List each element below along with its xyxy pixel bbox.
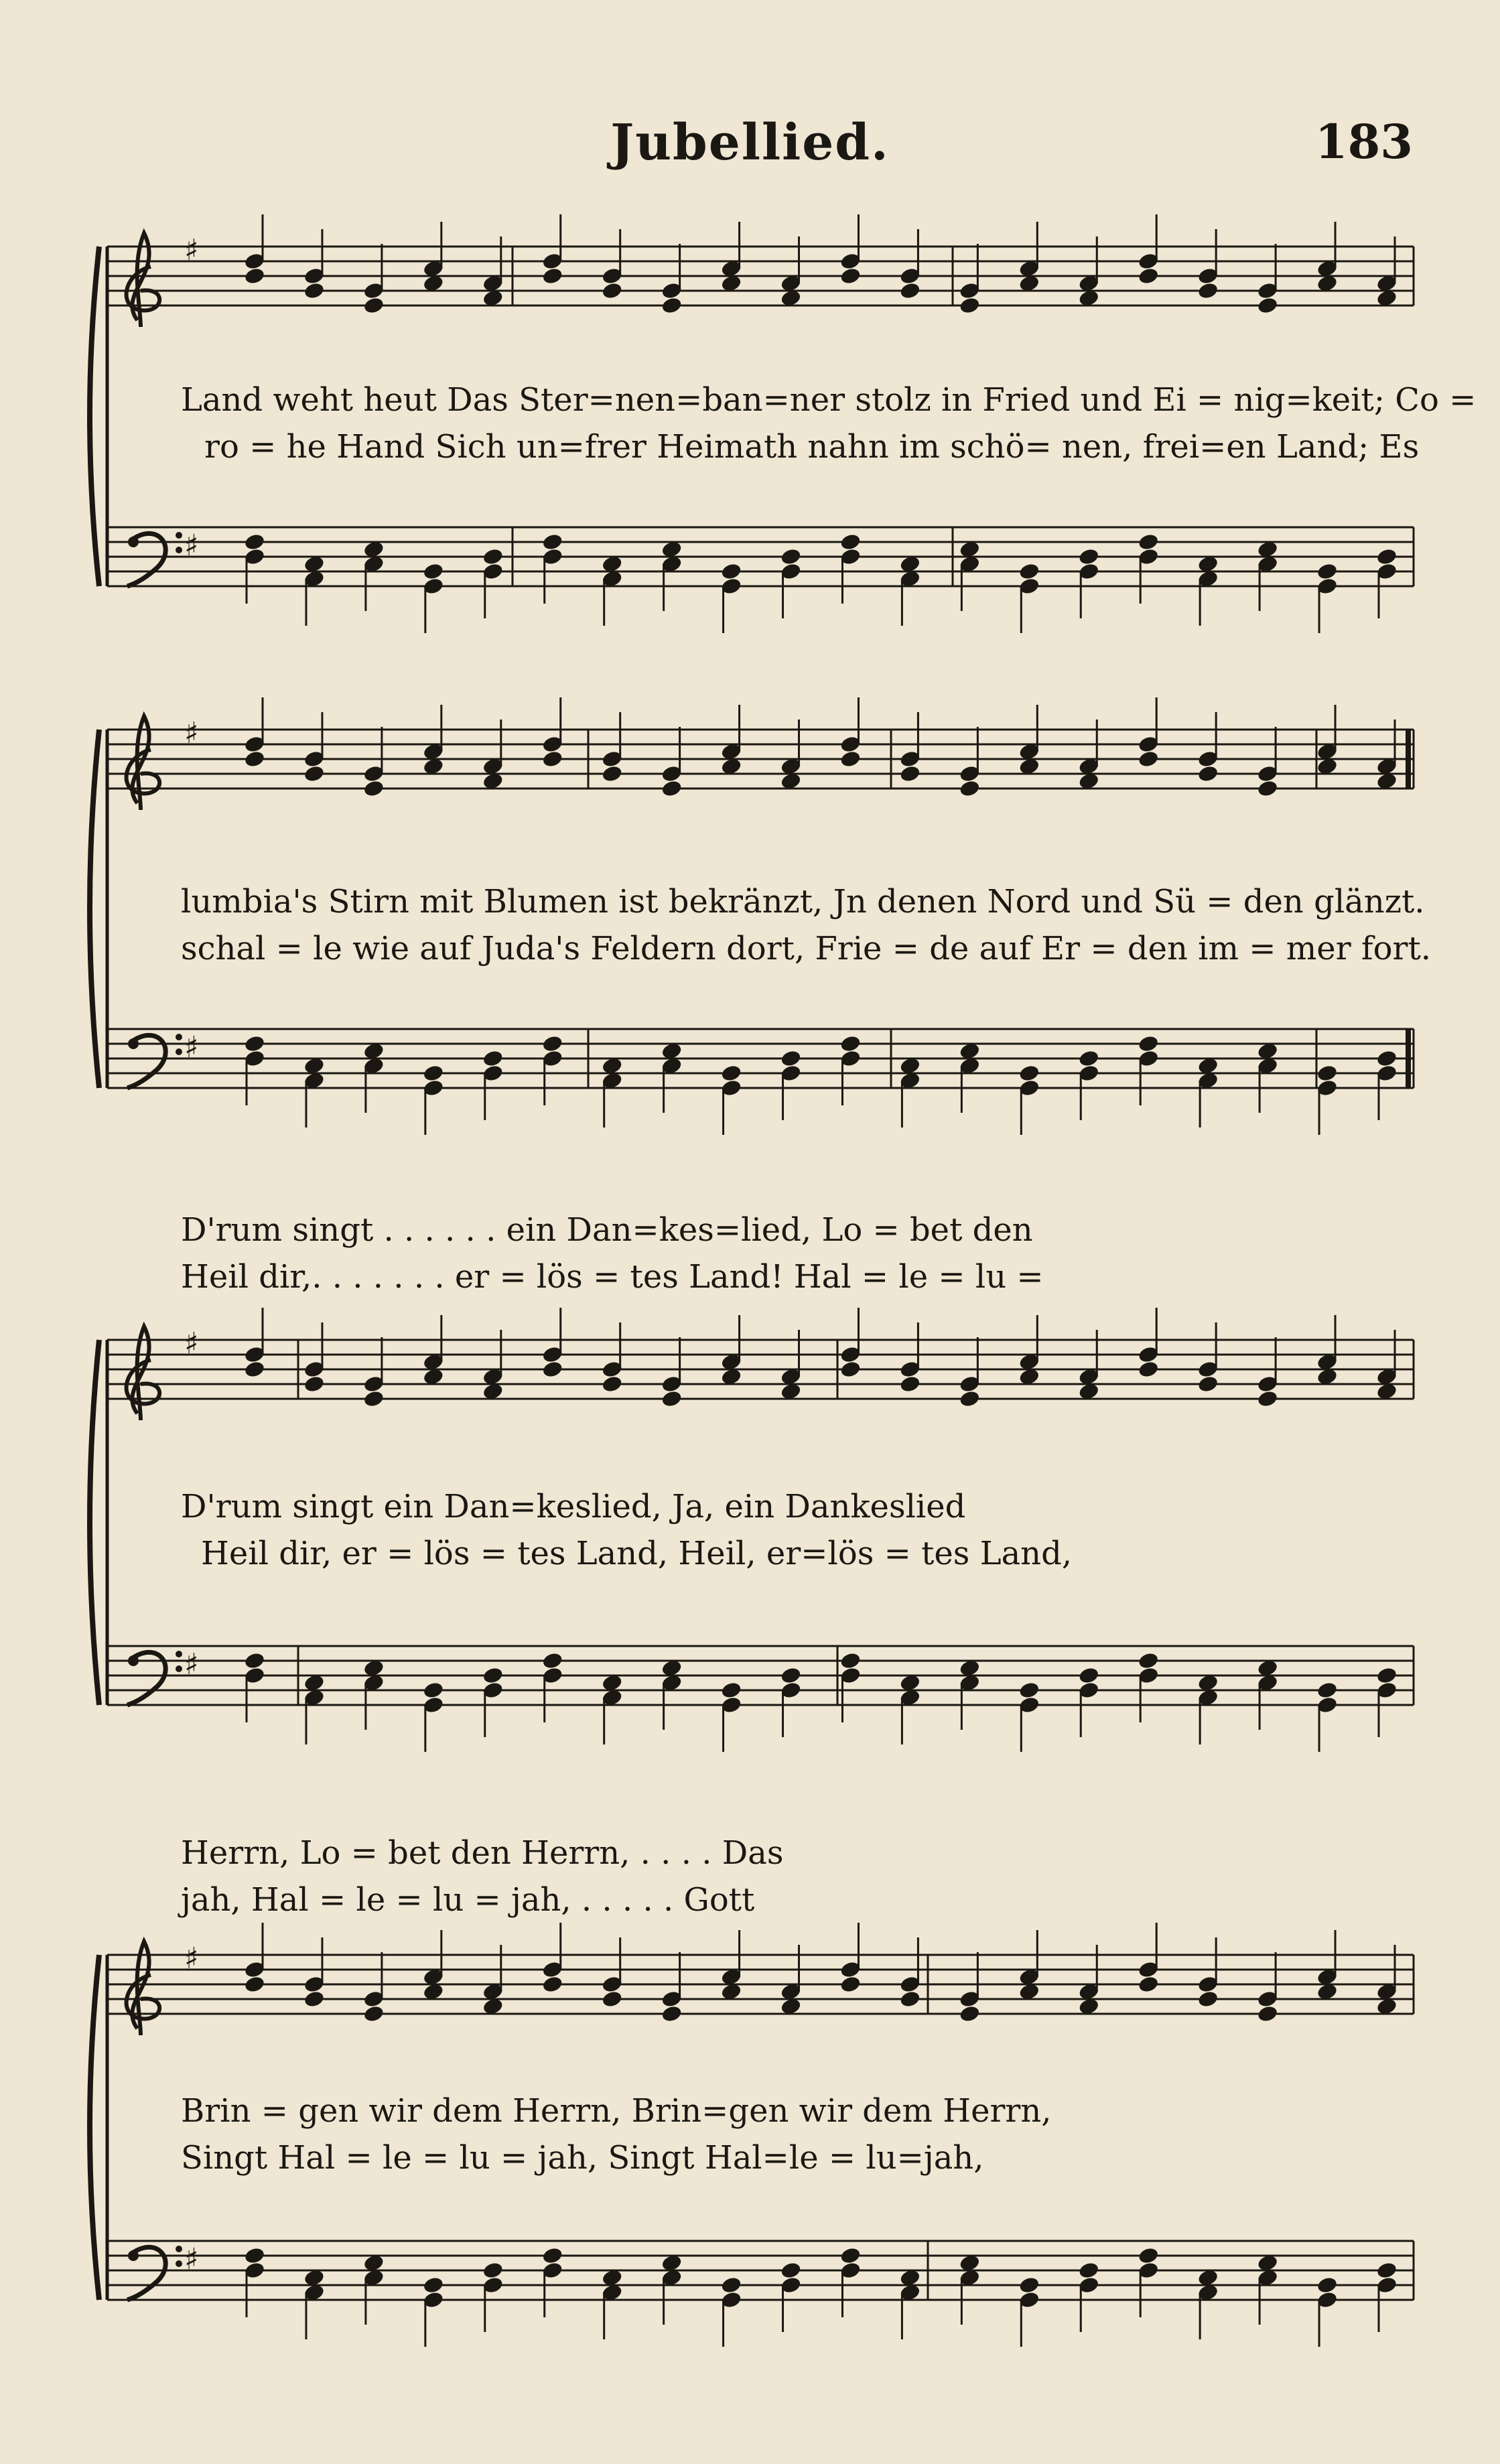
note-head: [1316, 2276, 1338, 2295]
note-head: [362, 2004, 385, 2023]
note-head: [899, 1990, 921, 2008]
bass-clef-dot: [176, 1034, 182, 1040]
bass-clef-dot: [176, 547, 182, 553]
note-head: [1138, 1360, 1160, 1379]
note-head: [243, 1975, 265, 1994]
note-head: [362, 1389, 385, 1408]
note-head: [601, 1990, 623, 2008]
note-head: [601, 1375, 623, 1393]
note-head: [959, 1389, 981, 1408]
note-head: [422, 2276, 444, 2295]
note-head: [1257, 779, 1279, 798]
note-head: [839, 750, 862, 768]
note-head: [243, 750, 265, 768]
note-head: [243, 1034, 265, 1053]
sharp-sign: ♯: [184, 529, 199, 563]
note-head: [1316, 1064, 1338, 1083]
note-head: [1257, 1389, 1279, 1408]
note-head: [1018, 2276, 1040, 2295]
system-brace: [90, 1340, 99, 1705]
sharp-sign: ♯: [184, 2242, 199, 2276]
bass-clef-dot: [128, 537, 139, 547]
note-head: [720, 562, 742, 581]
note-head: [1138, 1034, 1160, 1053]
lyric-line: D'rum singt ein Dan=keslied, Ja, ein Dankeslied: [181, 1488, 966, 1525]
bass-clef-dot: [176, 2260, 182, 2267]
bass-clef-dot: [176, 2246, 182, 2252]
note-head: [899, 764, 921, 783]
page-title: Jubellied.: [610, 114, 890, 172]
note-head: [541, 1651, 563, 1670]
note-head: [541, 2246, 563, 2265]
note-head: [541, 1975, 563, 1994]
note-head: [243, 1651, 265, 1670]
lyric-line: schal = le wie auf Juda's Feldern dort, Frie = de auf Er = den im = mer fort.: [181, 930, 1432, 967]
bass-clef-dot: [128, 2250, 139, 2261]
note-head: [243, 267, 265, 285]
note-head: [899, 281, 921, 300]
lyric-line: Herrn, Lo = bet den Herrn, . . . . Das: [181, 1834, 784, 1872]
lyric-line: lumbia's Stirn mit Blumen ist bekränzt, Jn denen Nord und Sü = den glänzt.: [181, 883, 1425, 920]
note-head: [720, 2276, 742, 2295]
note-head: [303, 1990, 325, 2008]
note-head: [1375, 547, 1397, 566]
sharp-sign: ♯: [184, 716, 199, 750]
note-head: [780, 1049, 802, 1068]
note-head: [303, 1375, 325, 1393]
bass-clef-dot: [176, 532, 182, 539]
note-head: [1078, 1666, 1100, 1685]
sharp-sign: ♯: [184, 233, 199, 267]
note-head: [422, 562, 444, 581]
sharp-sign: ♯: [184, 1030, 199, 1065]
note-head: [1197, 1990, 1219, 2008]
note-head: [1138, 533, 1160, 551]
note-head: [1138, 750, 1160, 768]
lyric-line: Heil dir,. . . . . . . er = lös = tes Land! Hal = le = lu =: [181, 1258, 1044, 1296]
system-brace: [90, 1955, 99, 2300]
lyric-line: Land weht heut Das Ster=nen=ban=ner stolz in Fried und Ei = nig=keit; Co =: [181, 381, 1477, 419]
note-head: [362, 296, 385, 315]
note-head: [720, 1681, 742, 1700]
note-head: [482, 2261, 504, 2280]
note-head: [362, 779, 385, 798]
note-head: [1375, 1666, 1397, 1685]
note-head: [482, 1049, 504, 1068]
note-head: [601, 764, 623, 783]
note-head: [720, 1064, 742, 1083]
note-head: [661, 2004, 683, 2023]
note-head: [839, 1651, 862, 1670]
note-head: [482, 1666, 504, 1685]
lyric-line: Heil dir, er = lös = tes Land, Heil, er=lös = tes Land,: [201, 1535, 1073, 1572]
note-head: [541, 750, 563, 768]
lyric-line: D'rum singt . . . . . . ein Dan=kes=lied, Lo = bet den: [181, 1211, 1033, 1249]
note-head: [661, 1389, 683, 1408]
note-head: [661, 779, 683, 798]
note-head: [541, 533, 563, 551]
note-head: [1197, 1375, 1219, 1393]
note-head: [1257, 296, 1279, 315]
note-head: [1138, 2246, 1160, 2265]
sharp-sign: ♯: [184, 1941, 199, 1976]
note-head: [1316, 1681, 1338, 1700]
note-head: [1197, 764, 1219, 783]
note-head: [422, 1681, 444, 1700]
note-head: [243, 1360, 265, 1379]
sharp-sign: ♯: [184, 1326, 199, 1361]
bass-clef-dot: [128, 1038, 139, 1049]
lyric-line: jah, Hal = le = lu = jah, . . . . . Gott: [181, 1881, 755, 1919]
note-head: [541, 267, 563, 285]
note-head: [1375, 1049, 1397, 1068]
note-head: [780, 1666, 802, 1685]
note-head: [1375, 2261, 1397, 2280]
note-head: [422, 1064, 444, 1083]
system-brace: [90, 247, 99, 586]
note-head: [1078, 1049, 1100, 1068]
note-head: [839, 1975, 862, 1994]
note-head: [1138, 1975, 1160, 1994]
note-head: [243, 533, 265, 551]
note-head: [780, 547, 802, 566]
lyric-line: ro = he Hand Sich un=frer Heimath nahn im schö= nen, frei=en Land; Es: [204, 428, 1420, 466]
note-head: [1138, 1651, 1160, 1670]
note-head: [839, 1034, 862, 1053]
note-head: [601, 281, 623, 300]
bass-clef-dot: [176, 1048, 182, 1055]
bass-clef-dot: [176, 1651, 182, 1657]
sharp-sign: ♯: [184, 1647, 199, 1682]
note-head: [839, 2246, 862, 2265]
note-head: [661, 296, 683, 315]
note-head: [1018, 562, 1040, 581]
note-head: [1018, 1064, 1040, 1083]
note-head: [1018, 1681, 1040, 1700]
note-head: [1316, 562, 1338, 581]
note-head: [1078, 2261, 1100, 2280]
lyric-line: Brin = gen wir dem Herrn, Brin=gen wir dem Herrn,: [181, 2092, 1052, 2130]
note-head: [959, 779, 981, 798]
note-head: [482, 547, 504, 566]
note-head: [303, 281, 325, 300]
note-head: [303, 764, 325, 783]
note-head: [541, 1034, 563, 1053]
note-head: [839, 267, 862, 285]
note-head: [1078, 547, 1100, 566]
note-head: [1257, 2004, 1279, 2023]
page-number: 183: [1314, 114, 1413, 169]
system-brace: [90, 730, 99, 1088]
note-head: [243, 2246, 265, 2265]
note-head: [959, 2004, 981, 2023]
note-head: [1197, 281, 1219, 300]
note-head: [899, 1375, 921, 1393]
note-head: [541, 1360, 563, 1379]
note-head: [839, 533, 862, 551]
note-head: [780, 2261, 802, 2280]
bass-clef-dot: [128, 1655, 139, 1666]
lyric-line: Singt Hal = le = lu = jah, Singt Hal=le = lu=jah,: [181, 2139, 984, 2177]
bass-clef-dot: [176, 1665, 182, 1672]
note-head: [959, 296, 981, 315]
note-head: [839, 1360, 862, 1379]
note-head: [1138, 267, 1160, 285]
